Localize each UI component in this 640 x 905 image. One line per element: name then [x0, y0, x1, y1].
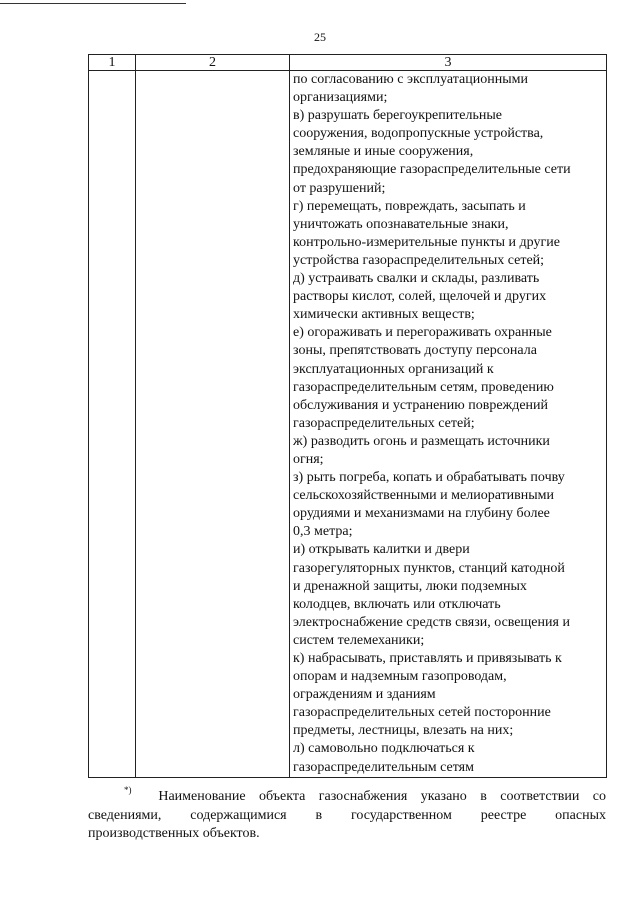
text-line: уничтожать опознавательные знаки, [293, 216, 509, 232]
text-line: ограждениям и зданиям [293, 687, 436, 703]
text-line: организациями; [293, 90, 388, 106]
footnote-line [88, 785, 606, 807]
text-line: в) разрушать берегоукрепительные [293, 108, 503, 124]
text-line: эксплуатационных организаций к [293, 361, 494, 377]
text-line: предохраняющие газораспределительные сети [293, 162, 571, 178]
document-table [88, 54, 607, 778]
restrictions-text [290, 71, 606, 777]
text-line: обслуживания и устранению повреждений [293, 397, 549, 413]
text-line: от разрушений; [293, 180, 386, 196]
text-line: з) рыть погреба, копать и обрабатывать почву [293, 470, 565, 486]
text-line: орудиями и механизмами на глубину более [293, 506, 550, 522]
page-number: 25 [314, 30, 326, 44]
text-line: сооружения, водопропускные устройства, [293, 126, 544, 142]
text-line: систем телемеханики; [293, 632, 425, 648]
text-line: газораспределительных сетей посторонние [293, 705, 551, 721]
text-line: газораспределительных сетей; [293, 415, 475, 431]
text-line: е) огораживать и перегораживать охранные [293, 325, 552, 341]
text-line: л) самовольно подключаться к [293, 741, 475, 757]
table-row [89, 71, 607, 778]
text-line: земляные и иные сооружения, [293, 144, 474, 160]
text-line: предметы, лестницы, влезать на них; [293, 723, 514, 739]
text-line: и дренажной защиты, люки подземных [293, 578, 527, 594]
table-cell-col2 [136, 71, 290, 778]
table-cell-col1 [89, 71, 136, 778]
table-header-row [89, 55, 607, 71]
text-line: к) набрасывать, приставлять и привязывать к [293, 651, 562, 666]
text-line: зоны, препятствовать доступу персонала [293, 343, 537, 359]
footnote-line: производственных объектов. [88, 826, 260, 841]
footnote-line: сведениями, содержащимися в государственном реестре опасных [88, 807, 606, 823]
text-line: огня; [293, 451, 324, 467]
footnote [88, 785, 606, 844]
text-line: газораспределительным сетям [293, 759, 474, 775]
text-line: сельскохозяйственными и мелиоративными [293, 488, 555, 504]
column-header-3: 3 [290, 55, 607, 71]
text-line: растворы кислот, солей, щелочей и других [293, 289, 547, 305]
text-line: контрольно-измерительные пункты и другие [293, 234, 560, 250]
text-line: химически активных веществ; [293, 307, 475, 323]
text-line: опорам и надземным газопроводам, [293, 669, 507, 685]
text-line: по согласованию с эксплуатационными [293, 72, 528, 87]
text-line: г) перемещать, повреждать, засыпать и [293, 198, 526, 214]
text-line: ж) разводить огонь и размещать источники [293, 433, 550, 449]
table-cell-col3 [290, 71, 607, 778]
text-line: газораспределительным сетям, проведению [293, 379, 554, 395]
text-line: д) устраивать свалки и склады, разливать [293, 271, 540, 287]
footnote-marker: *) [124, 785, 132, 795]
column-header-2: 2 [136, 55, 290, 71]
footnote-text: Наименование объекта газоснабжения указано в соответствии со [158, 789, 606, 804]
text-line: устройства газораспределительных сетей; [293, 252, 545, 268]
column-header-1: 1 [89, 55, 136, 71]
text-line: газорегуляторных пунктов, станций катодной [293, 560, 565, 576]
text-line: электроснабжение средств связи, освещения и [293, 614, 570, 630]
text-line: колодцев, включать или отключать [293, 596, 501, 612]
text-line: и) открывать калитки и двери [293, 542, 470, 558]
header-rule [0, 3, 186, 4]
text-line: 0,3 метра; [293, 524, 353, 540]
